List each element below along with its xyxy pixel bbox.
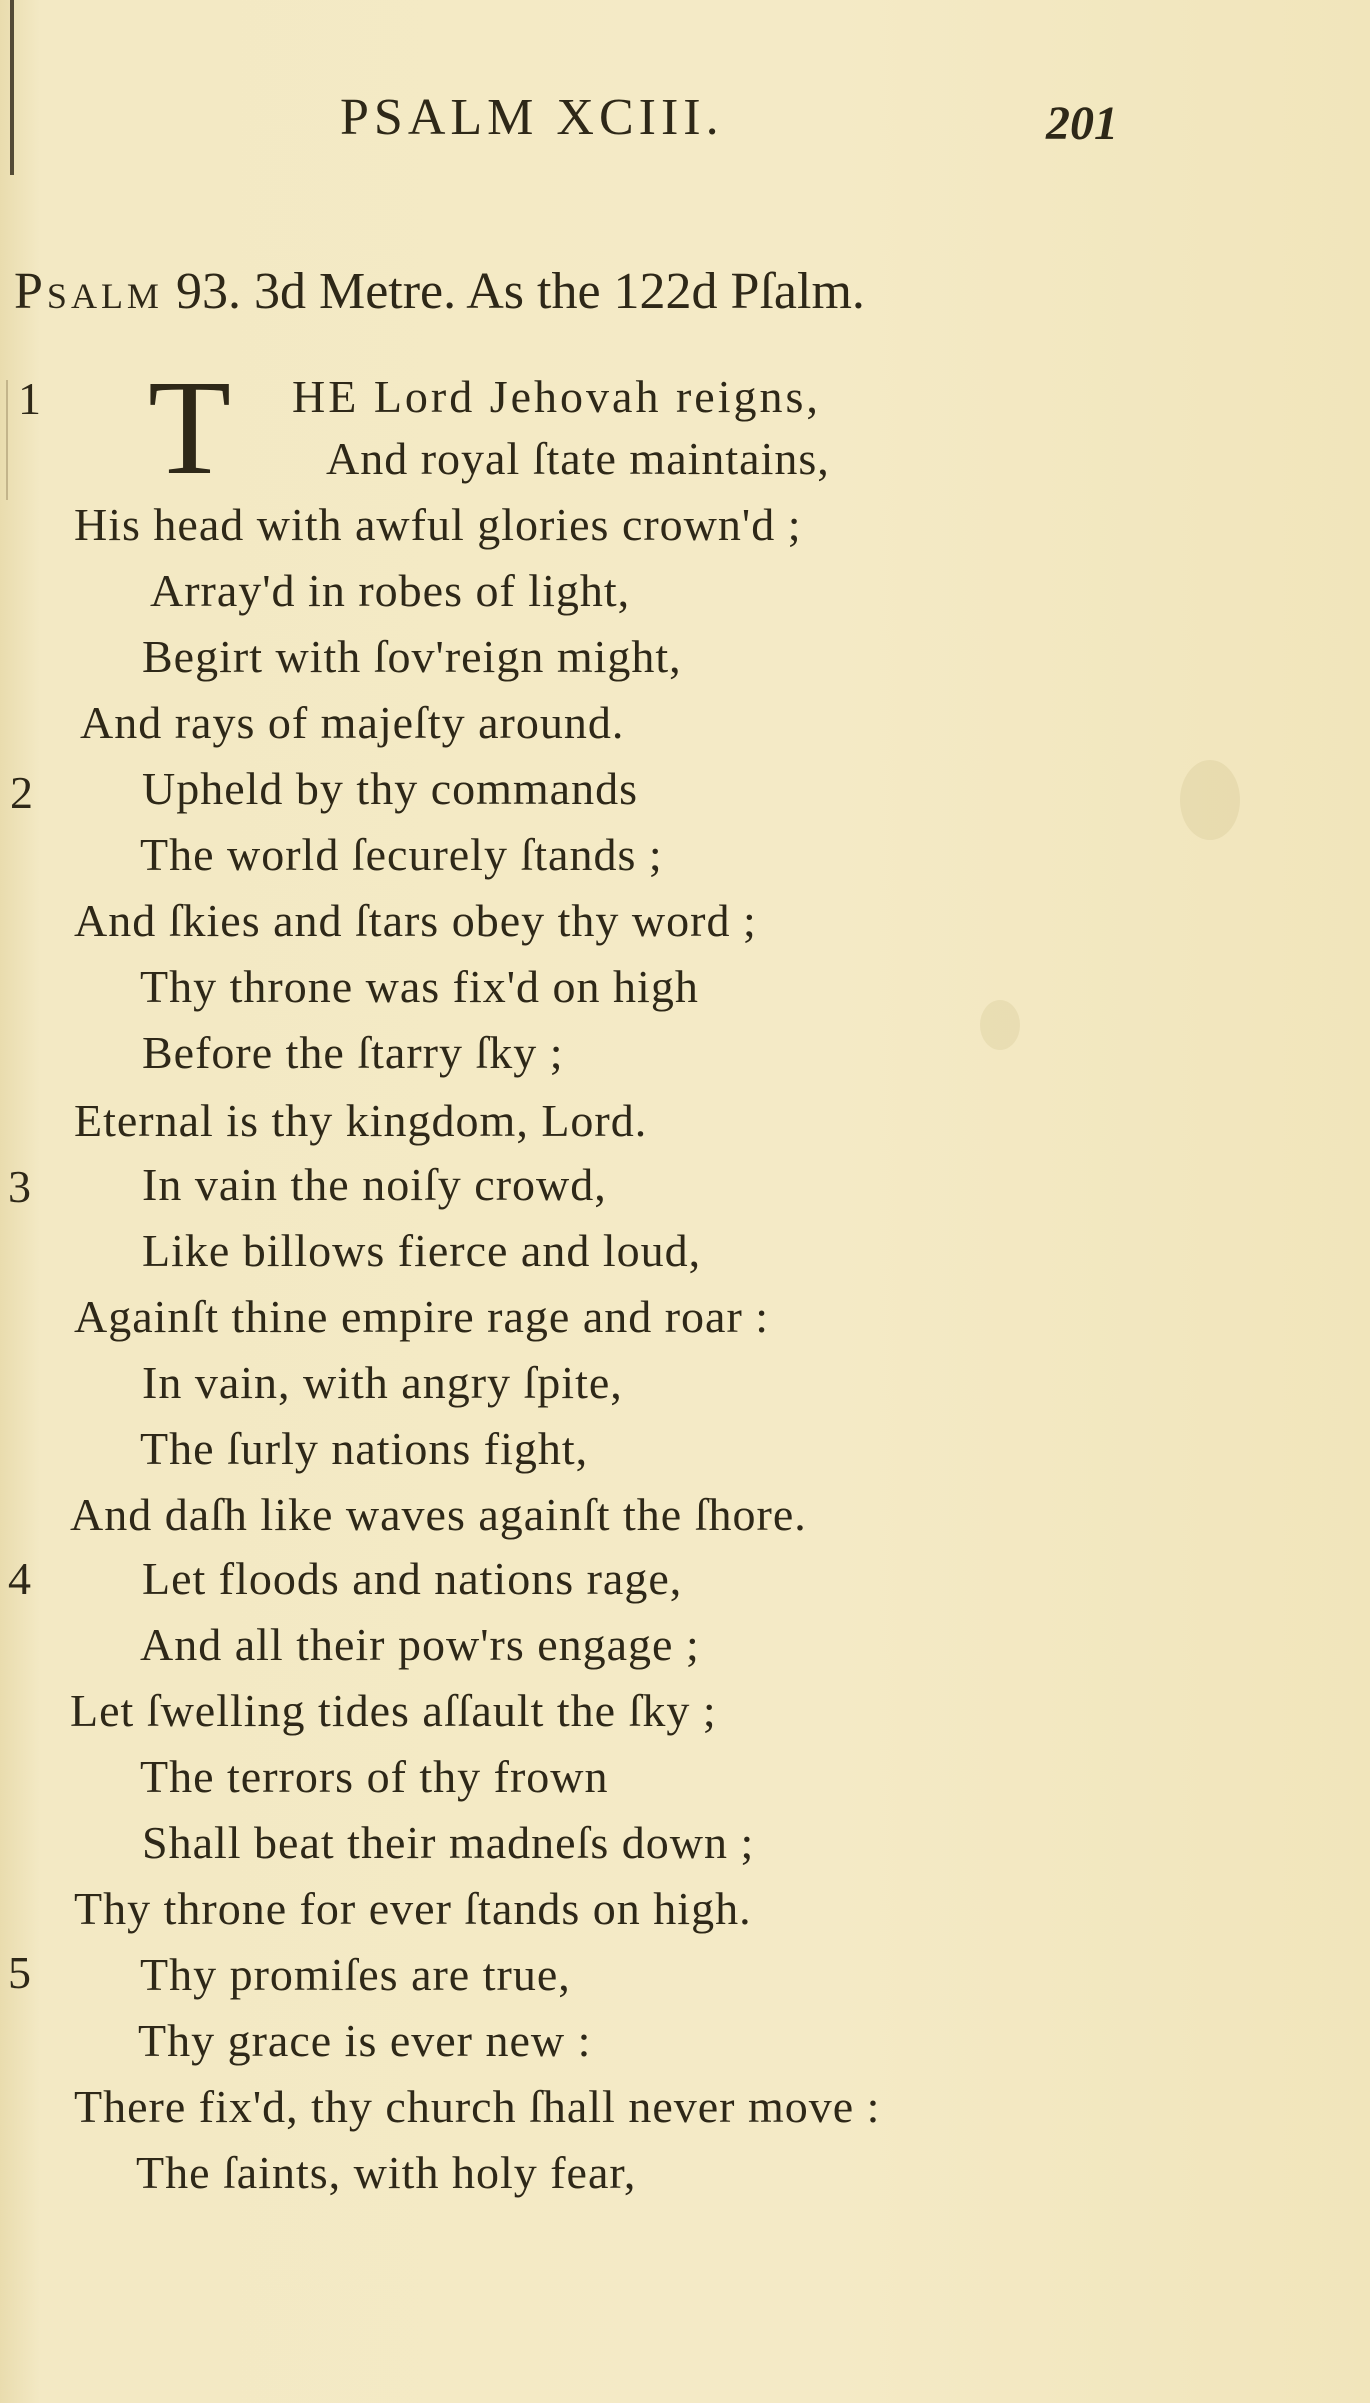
verse-line: Shall beat their madneſs down ; (142, 1817, 755, 1868)
drop-capital: T (148, 353, 232, 503)
verse-line: His head with awful glories crown'd ; (74, 499, 802, 550)
binding-edge (10, 0, 14, 175)
verse-number-1: 1 (18, 373, 41, 424)
verse-line: And ſkies and ſtars obey thy word ; (74, 895, 757, 946)
verse-line: The terrors of thy frown (140, 1751, 609, 1802)
verse-line: Thy throne was fix'd on high (140, 961, 699, 1012)
psalm-heading-label: Psalm (14, 263, 163, 320)
verse-line: And rays of majeſty around. (80, 697, 625, 748)
paper-stain (980, 1000, 1020, 1050)
verse-line: Begirt with ſov'reign might, (142, 631, 682, 682)
verse-number-4: 4 (8, 1553, 31, 1604)
running-head: PSALM XCIII. (340, 89, 724, 146)
verse-line: Eternal is thy kingdom, Lord. (74, 1095, 648, 1146)
verse-number-5: 5 (8, 1947, 31, 1998)
verse-line: The ſaints, with holy fear, (136, 2147, 637, 2198)
psalm-heading (14, 262, 865, 321)
verse-line: There fix'd, thy church ſhall never move : (74, 2081, 881, 2132)
page-number: 201 (1046, 97, 1118, 150)
verse-number-2: 2 (10, 767, 33, 818)
verse-line: Thy throne for ever ſtands on high. (74, 1883, 752, 1934)
verse-line: And royal ſtate maintains, (326, 433, 830, 484)
psalm-heading-metre: 93. 3d Metre. As the 122d Pſalm. (175, 263, 865, 320)
verse-number-3: 3 (8, 1161, 31, 1212)
verse-line: Array'd in robes of light, (150, 565, 631, 616)
verse-line: Let floods and nations rage, (142, 1553, 683, 1604)
verse-line: Upheld by thy commands (142, 763, 638, 814)
verse-line: Like billows fierce and loud, (142, 1225, 702, 1276)
verse-line: And all their pow'rs engage ; (140, 1619, 700, 1670)
paper-stain (1180, 760, 1240, 840)
binding-shadow (6, 380, 8, 500)
verse-line: The world ſecurely ſtands ; (140, 829, 663, 880)
verse-line: Thy grace is ever new : (138, 2015, 592, 2066)
verse-line: Againſt thine empire rage and roar : (74, 1291, 770, 1342)
verse-line: And daſh like waves againſt the ſhore. (70, 1489, 807, 1540)
verse-line: HE Lord Jehovah reigns, (292, 371, 821, 422)
verse-line: In vain the noiſy crowd, (142, 1159, 607, 1210)
verse-line: Let ſwelling tides aſſault the ſky ; (70, 1685, 717, 1736)
verse-line: The ſurly nations fight, (140, 1423, 589, 1474)
verse-line: In vain, with angry ſpite, (142, 1357, 623, 1408)
verse-line: Before the ſtarry ſky ; (142, 1027, 564, 1078)
verse-line: Thy promiſes are true, (140, 1949, 571, 2000)
